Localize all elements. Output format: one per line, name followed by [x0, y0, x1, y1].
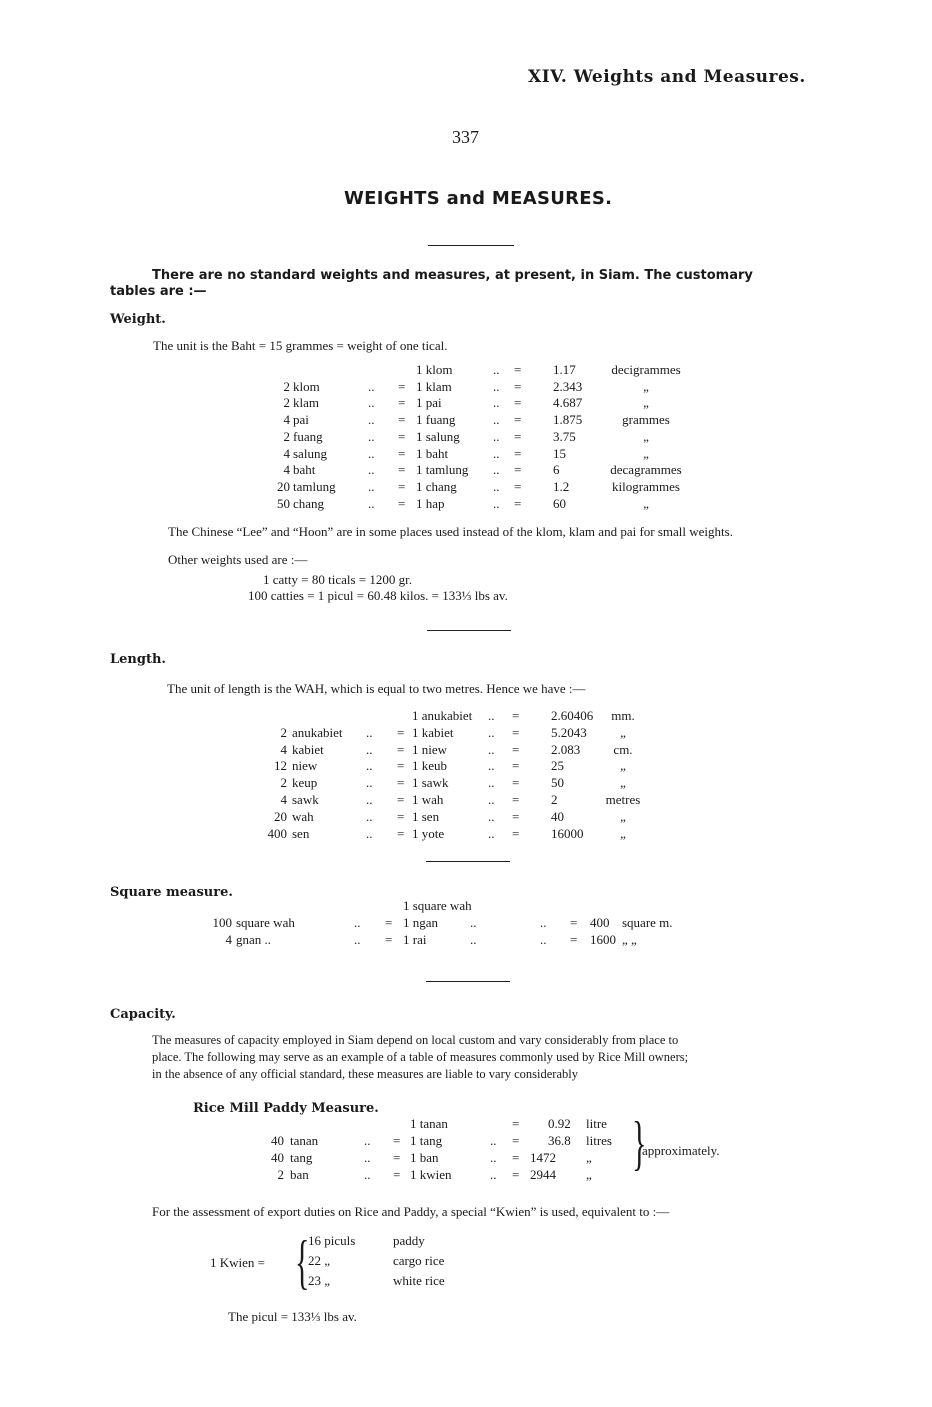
table-cell-eq2: = [514, 495, 522, 511]
approx-note: approximately. [642, 1143, 720, 1158]
table-cell-dots2: .. [470, 915, 477, 930]
table-cell-unit: square m. [622, 915, 673, 930]
table-cell-dots2: .. [493, 428, 500, 444]
table-cell-to: 1 tanan [410, 1116, 448, 1131]
divider [427, 630, 511, 631]
table-cell-eq2: = [514, 395, 522, 411]
table-cell-value: 3.75 [553, 428, 576, 444]
capacity-para-line-2: place. The following may serve as an example of a table of measures commonly used by Rice Mill owners; [152, 1050, 689, 1064]
table-cell-dots2: .. [493, 378, 500, 394]
table-cell-qty: 22 „ [308, 1253, 331, 1268]
section-heading-square-measure: Square measure. [110, 885, 233, 900]
weight-unit-text: The unit is the Baht = 15 grammes = weight of one tical. [153, 338, 448, 353]
table-cell-value: 4.687 [553, 395, 583, 411]
table-cell-unit: „ [643, 495, 649, 511]
table-cell-eq1: = [385, 915, 393, 930]
table-cell-qty: 2 [280, 775, 287, 791]
table-cell-dots2: .. [488, 758, 495, 774]
table-cell-from: kabiet [292, 741, 324, 757]
capacity-para-line-1: The measures of capacity employed in Siam depend on local custom and vary considerably from place to [152, 1033, 679, 1047]
table-cell-eq1: = [385, 932, 393, 947]
table-cell-dots1: .. [368, 395, 375, 411]
table-cell-to: 1 hap [416, 495, 445, 511]
table-cell-unit: litre [586, 1116, 607, 1131]
table-cell-eq1: = [397, 825, 405, 841]
table-cell-eq1: = [398, 462, 406, 478]
table-cell-dots2: .. [470, 932, 477, 947]
table-cell-dots1: .. [364, 1167, 371, 1182]
table-cell-to: 1 anukabiet [412, 708, 473, 723]
table-cell-dots2: .. [490, 1167, 497, 1182]
table-cell-dots2: .. [488, 724, 495, 740]
table-cell-unit: „ [643, 378, 649, 394]
table-cell-dots1: .. [366, 825, 373, 841]
table-cell-to: 1 yote [412, 825, 445, 841]
table-cell-qty: 40 [271, 1133, 284, 1148]
table-cell-unit: decagrammes [610, 462, 682, 478]
table-cell-value: 1.2 [553, 478, 570, 494]
table-cell-eq1: = [397, 792, 405, 807]
table-cell-item: white rice [393, 1273, 445, 1288]
table-cell-to: 1 chang [416, 478, 457, 494]
table-cell-unit: „ [620, 825, 626, 841]
table-cell-unit: „ „ [622, 932, 637, 947]
table-cell-eq2: = [512, 792, 520, 807]
table-cell-unit: kilogrammes [612, 478, 680, 494]
table-cell-unit: „ [620, 808, 626, 824]
table-cell-qty: 2 [277, 1167, 284, 1182]
table-cell-from: tanan [290, 1133, 319, 1148]
table-cell-to: 1 pai [416, 395, 442, 411]
table-cell-unit: „ [586, 1167, 592, 1182]
table-cell-dots2: .. [488, 825, 495, 841]
table-cell-dots2: .. [493, 462, 500, 478]
table-cell-to: 1 tamlung [416, 462, 469, 478]
table-cell-unit: „ [620, 758, 626, 774]
table-cell-unit: „ [643, 428, 649, 444]
table-cell-dots2: .. [488, 808, 495, 824]
table-cell-qty: 2 [280, 724, 287, 740]
table-cell-eq2: = [514, 462, 522, 478]
table-cell-eq1: = [397, 775, 405, 791]
table-cell-from: klam [293, 395, 319, 411]
table-cell-to: 1 square wah [403, 898, 472, 913]
table-cell-eq2: = [514, 378, 522, 394]
table-cell-eq1: = [397, 741, 405, 757]
table-cell-to: 1 sawk [412, 775, 449, 791]
table-cell-from: sawk [292, 792, 319, 807]
table-cell-dots1: .. [366, 808, 373, 824]
table-cell-value: 2.60406 [551, 708, 594, 723]
table-cell-eq1: = [397, 724, 405, 740]
table-cell-from: sen [292, 825, 310, 841]
divider [428, 245, 514, 246]
table-cell-eq1: = [398, 412, 406, 428]
table-cell-dots3: .. [540, 932, 547, 947]
chapter-heading: XIV. Weights and Measures. [528, 67, 806, 87]
table-cell-dots1: .. [364, 1133, 371, 1148]
table-cell-unit: decigrammes [611, 362, 681, 377]
table-cell-value: 40 [551, 808, 564, 824]
table-cell-unit: „ [643, 445, 649, 461]
table-cell-dots1: .. [368, 428, 375, 444]
table-cell-qty: 4 [283, 445, 290, 461]
table-cell-value: 50 [551, 775, 564, 791]
table-cell-eq2: = [512, 724, 520, 740]
table-cell-dots1: .. [366, 741, 373, 757]
table-cell-dots1: .. [366, 758, 373, 774]
table-cell-value: 5.2043 [551, 724, 587, 740]
chinese-note: The Chinese “Lee” and “Hoon” are in some places used instead of the klom, klam and pai for small weights. [168, 524, 733, 539]
table-cell-dots1: .. [368, 495, 375, 511]
table-cell-dots1: .. [366, 775, 373, 791]
table-cell-eq1: = [397, 808, 405, 824]
divider [426, 981, 510, 982]
table-cell-unit: „ [620, 724, 626, 740]
other-weight-1: 1 catty = 80 ticals = 1200 gr. [263, 572, 412, 587]
table-cell-value: 15 [553, 445, 566, 461]
table-cell-qty: 16 piculs [308, 1233, 356, 1248]
table-cell-dots2: .. [488, 792, 495, 807]
table-cell-value: 1.17 [553, 362, 576, 377]
table-cell-eq2: = [514, 428, 522, 444]
picul-note: The picul = 133⅓ lbs av. [228, 1309, 357, 1324]
table-cell-eq2: = [514, 445, 522, 461]
kwien-brace: { [295, 1229, 310, 1295]
table-cell-qty: 4 [225, 932, 232, 947]
table-cell-from: niew [292, 758, 318, 774]
table-cell-to: 1 tang [410, 1133, 443, 1148]
length-unit-text: The unit of length is the WAH, which is equal to two metres. Hence we have :— [167, 681, 586, 696]
table-cell-dots2: .. [493, 395, 500, 411]
table-cell-eq1: = [397, 758, 405, 774]
table-cell-value: 60 [553, 495, 566, 511]
table-cell-value: 2.343 [553, 378, 583, 394]
table-cell-eq1: = [393, 1150, 401, 1165]
table-cell-to: 1 klom [416, 362, 453, 377]
table-cell-qty: 50 [277, 495, 290, 511]
table-cell-dots2: .. [493, 412, 500, 428]
table-cell-to: 1 sen [412, 808, 440, 824]
table-cell-eq1: = [398, 445, 406, 461]
table-cell-qty: 23 „ [308, 1273, 331, 1288]
table-cell-qty: 12 [274, 758, 287, 774]
table-cell-eq2: = [514, 478, 522, 494]
page-title: WEIGHTS and MEASURES. [344, 188, 613, 209]
table-cell-eq1: = [398, 395, 406, 411]
table-cell-eq1: = [398, 378, 406, 394]
table-cell-unit: litres [586, 1133, 612, 1148]
table-cell-from: tamlung [293, 478, 336, 494]
table-cell-to: 1 kwien [410, 1167, 452, 1182]
table-cell-eq2: = [512, 741, 520, 757]
table-cell-from: salung [293, 445, 327, 461]
table-cell-to: 1 baht [416, 445, 449, 461]
table-cell-eq2: = [512, 825, 520, 841]
table-cell-dots2: .. [488, 741, 495, 757]
table-cell-value: 0.92 [548, 1116, 571, 1131]
table-cell-eq2: = [570, 932, 578, 947]
table-cell-value: 25 [551, 758, 564, 774]
table-cell-to: 1 keub [412, 758, 448, 774]
table-cell-dots2: .. [488, 775, 495, 791]
table-cell-to: 1 rai [403, 932, 427, 947]
table-cell-qty: 4 [283, 412, 290, 428]
table-cell-dots2: .. [493, 362, 500, 377]
table-cell-eq2: = [570, 915, 578, 930]
table-cell-value: 2 [551, 792, 558, 807]
section-heading-capacity: Capacity. [110, 1007, 176, 1022]
intro-line-1: There are no standard weights and measures, at present, in Siam. The customary [152, 268, 753, 283]
table-cell-from: gnan .. [236, 932, 272, 947]
other-weights-intro: Other weights used are :— [168, 552, 308, 567]
table-cell-to: 1 kabiet [412, 724, 454, 740]
table-cell-to: 1 niew [412, 741, 448, 757]
table-cell-dots1: .. [354, 915, 361, 930]
page-number: 337 [452, 127, 479, 147]
table-cell-eq2: = [512, 758, 520, 774]
table-cell-qty: 4 [283, 462, 290, 478]
table-cell-value: 1600 [590, 932, 616, 947]
table-cell-unit: „ [586, 1150, 592, 1165]
table-cell-dots2: .. [488, 708, 495, 723]
table-cell-dots1: .. [366, 792, 373, 807]
table-cell-dots1: .. [368, 378, 375, 394]
divider [426, 861, 510, 862]
table-cell-unit: cm. [613, 741, 633, 757]
table-cell-unit: grammes [622, 412, 670, 428]
table-cell-eq2: = [512, 1116, 520, 1131]
table-cell-dots1: .. [368, 412, 375, 428]
table-cell-qty: 2 [283, 378, 290, 394]
capacity-para-line-3: in the absence of any official standard, these measures are liable to vary considerably [152, 1067, 578, 1081]
intro-line-2: tables are :— [110, 284, 207, 299]
table-cell-unit: mm. [611, 708, 635, 723]
table-cell-dots1: .. [368, 445, 375, 461]
table-cell-to: 1 klam [416, 378, 452, 394]
table-cell-to: 1 ngan [403, 915, 439, 930]
table-cell-from: pai [293, 412, 309, 428]
table-cell-value: 2.083 [551, 741, 581, 757]
table-cell-from: tang [290, 1150, 313, 1165]
table-cell-eq2: = [512, 1133, 520, 1148]
table-cell-from: anukabiet [292, 724, 343, 740]
table-cell-dots1: .. [364, 1150, 371, 1165]
other-weight-2: 100 catties = 1 picul = 60.48 kilos. = 133⅓ lbs av. [248, 588, 508, 603]
table-cell-unit: „ [643, 395, 649, 411]
table-cell-dots1: .. [368, 462, 375, 478]
table-cell-value: 6 [553, 462, 560, 478]
table-cell-dots2: .. [493, 445, 500, 461]
table-cell-to: 1 ban [410, 1150, 439, 1165]
table-cell-from: chang [293, 495, 325, 511]
table-cell-qty: 20 [274, 808, 287, 824]
table-cell-qty: 4 [280, 792, 287, 807]
rice-mill-heading: Rice Mill Paddy Measure. [193, 1101, 379, 1116]
table-cell-value: 2944 [530, 1167, 556, 1182]
table-cell-dots2: .. [490, 1150, 497, 1165]
approx-brace: } [632, 1110, 647, 1176]
table-cell-from: klom [293, 378, 320, 394]
table-cell-value: 16000 [551, 825, 584, 841]
kwien-label: 1 Kwien = [210, 1255, 265, 1270]
table-cell-from: square wah [236, 915, 295, 930]
table-cell-qty: 100 [212, 915, 232, 930]
table-cell-value: 1.875 [553, 412, 583, 428]
table-cell-from: baht [293, 462, 316, 478]
table-cell-unit: „ [620, 775, 626, 791]
table-cell-to: 1 wah [412, 792, 444, 807]
table-cell-dots3: .. [540, 915, 547, 930]
table-cell-from: ban [290, 1167, 309, 1182]
table-cell-dots1: .. [368, 478, 375, 494]
export-duties-text: For the assessment of export duties on Rice and Paddy, a special “Kwien” is used, equivalent to :— [152, 1204, 670, 1219]
table-cell-unit: metres [605, 792, 641, 807]
table-cell-item: paddy [393, 1233, 425, 1248]
table-cell-eq2: = [512, 775, 520, 791]
table-cell-to: 1 fuang [416, 412, 456, 428]
table-cell-eq1: = [398, 428, 406, 444]
table-cell-eq2: = [512, 1150, 520, 1165]
table-cell-dots1: .. [354, 932, 361, 947]
table-cell-eq2: = [512, 708, 520, 723]
table-cell-qty: 40 [271, 1150, 284, 1165]
table-cell-qty: 400 [267, 825, 287, 841]
table-cell-value: 36.8 [548, 1133, 571, 1148]
table-cell-value: 400 [590, 915, 610, 930]
table-cell-eq1: = [398, 478, 406, 494]
section-heading-weight: Weight. [110, 312, 166, 327]
table-cell-qty: 20 [277, 478, 290, 494]
table-cell-dots2: .. [490, 1133, 497, 1148]
table-cell-eq1: = [393, 1133, 401, 1148]
table-cell-eq1: = [398, 495, 406, 511]
table-cell-dots2: .. [493, 495, 500, 511]
table-cell-from: fuang [293, 428, 323, 444]
table-cell-from: wah [292, 808, 314, 824]
section-heading-length: Length. [110, 652, 166, 667]
table-cell-qty: 2 [283, 428, 290, 444]
table-cell-eq2: = [514, 412, 522, 428]
table-cell-eq2: = [514, 362, 522, 377]
table-cell-dots2: .. [493, 478, 500, 494]
table-cell-item: cargo rice [393, 1253, 445, 1268]
table-cell-value: 1472 [530, 1150, 556, 1165]
table-cell-eq2: = [512, 1167, 520, 1182]
table-cell-from: keup [292, 775, 318, 791]
table-cell-to: 1 salung [416, 428, 460, 444]
table-cell-dots1: .. [366, 724, 373, 740]
table-cell-eq2: = [512, 808, 520, 824]
table-cell-qty: 2 [283, 395, 290, 411]
table-cell-eq1: = [393, 1167, 401, 1182]
table-cell-qty: 4 [280, 741, 287, 757]
